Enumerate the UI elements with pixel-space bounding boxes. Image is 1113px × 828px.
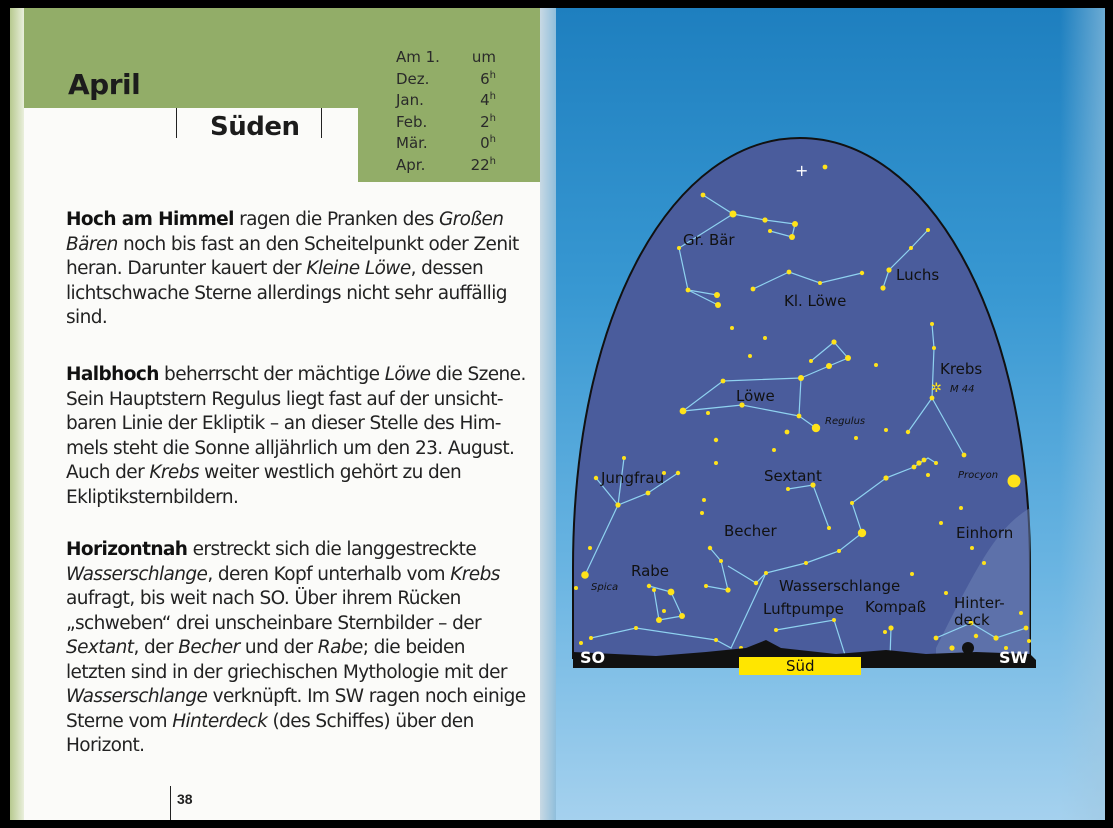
star <box>677 246 681 250</box>
star <box>730 326 734 330</box>
time-table-row <box>396 113 496 135</box>
star <box>912 465 917 470</box>
direction-title: Süden <box>210 112 300 142</box>
star <box>906 430 910 434</box>
emphasis-term: Kleine Löwe <box>306 258 411 279</box>
star <box>888 625 893 630</box>
star <box>922 458 927 463</box>
star <box>930 396 935 401</box>
star <box>932 346 936 350</box>
page-edge-right <box>1060 8 1105 820</box>
star <box>837 549 841 553</box>
paragraph-text: , dessen lichtschwache Sterne allerdings nicht sehr auffällig sind. <box>66 258 507 328</box>
star <box>850 501 854 505</box>
time-table-row <box>396 156 496 178</box>
time-table <box>396 48 496 177</box>
star <box>884 428 888 432</box>
time-table-hour: 6$^h$ <box>480 69 496 88</box>
star <box>763 336 767 340</box>
star <box>916 460 921 465</box>
label-rabe: Rabe <box>631 562 670 580</box>
star <box>949 645 954 650</box>
star <box>594 476 598 480</box>
emphasis-term: Hinterdeck <box>172 710 268 732</box>
time-table-header-month: Am 1. <box>396 48 440 66</box>
label-kl-loewe: Kl. Löwe <box>784 292 847 310</box>
emphasis-term: Wasserschlange <box>66 686 208 707</box>
star <box>754 581 758 585</box>
paragraph-text: ragen die Pranken des <box>233 209 439 230</box>
star <box>662 609 666 613</box>
star <box>883 630 887 634</box>
label-horizon-so: SO <box>580 648 606 667</box>
star <box>1019 611 1023 615</box>
label-horizon-sw: SW <box>999 648 1029 667</box>
star <box>797 414 802 419</box>
paragraph-text: , der <box>133 637 179 658</box>
label-spica: Spica <box>591 582 619 593</box>
star <box>926 228 930 232</box>
star <box>676 471 680 475</box>
star <box>588 546 592 550</box>
time-table-hour: 0$^h$ <box>480 134 496 152</box>
star <box>993 635 998 640</box>
star <box>939 521 943 525</box>
star <box>686 288 691 293</box>
time-table-row <box>396 134 496 156</box>
star <box>589 636 593 640</box>
paragraph-text: und der <box>239 637 318 658</box>
star <box>579 641 583 645</box>
label-gr-baer: Gr. Bär <box>683 231 735 249</box>
star <box>812 424 820 432</box>
star <box>786 487 790 491</box>
page-edge-strip <box>10 8 24 820</box>
star <box>823 165 828 170</box>
emphasis-term: Becher <box>178 637 240 658</box>
paragraph-horizon <box>66 538 526 759</box>
star <box>962 453 967 458</box>
star <box>804 561 808 565</box>
label-horizon-sud: Süd <box>786 657 815 675</box>
star <box>785 430 790 435</box>
star <box>886 267 891 272</box>
label-sextant: Sextant <box>764 467 822 485</box>
star <box>652 588 656 592</box>
emphasis-term: Großen Bären <box>66 209 504 255</box>
time-table-hour: 4$^h$ <box>480 91 496 109</box>
star <box>714 461 718 465</box>
time-table-rows <box>396 70 496 178</box>
paragraph-text: noch bis fast an den Scheitelpunkt oder Zenit heran. Darunter kauert der <box>66 233 519 279</box>
time-table-row <box>396 91 496 113</box>
star <box>832 618 836 622</box>
emphasis-term: Sextant <box>66 637 134 658</box>
label-hinterdeck-2: deck <box>954 611 990 629</box>
star <box>748 354 752 358</box>
star <box>772 448 776 452</box>
star <box>764 571 768 575</box>
label-hinterdeck-1: Hinter- <box>954 594 1005 612</box>
star <box>845 355 851 361</box>
paragraph-text: weiter westlich gehört zu den Ekliptiksternbildern. <box>66 462 462 508</box>
star <box>714 638 718 642</box>
star-map <box>556 8 1105 820</box>
m44-cluster-icon: ✲ <box>931 381 942 396</box>
star <box>944 591 948 595</box>
star <box>818 281 822 285</box>
star <box>634 626 638 630</box>
time-table-month: Mär. <box>396 134 428 152</box>
star <box>715 302 721 308</box>
paragraph-text: die Szene. Sein Hauptstern Regulus liegt fast auf der unsicht-baren Linie der Ekliptik – an dieser Stelle des Him-mels steht die Sonne alljährlich um den 23. August. Auch der <box>66 364 526 483</box>
time-table-month: Apr. <box>396 155 426 174</box>
paragraph-lead: Horizontnah <box>66 539 188 560</box>
time-table-month: Jan. <box>396 91 424 109</box>
star <box>647 584 651 588</box>
label-luchs: Luchs <box>896 266 940 284</box>
star <box>725 587 730 592</box>
star <box>656 617 662 623</box>
time-table-hour: 22$^h$ <box>470 155 496 174</box>
emphasis-term: Wasserschlange <box>66 563 208 585</box>
star <box>934 461 938 465</box>
star <box>982 561 986 565</box>
paragraph-text: (des Schiffes) über den Horizont. <box>66 710 474 756</box>
star <box>880 285 885 290</box>
star <box>974 634 978 638</box>
right-page <box>556 8 1105 820</box>
label-wasserschlange: Wasserschlange <box>779 577 901 595</box>
label-becher: Becher <box>724 522 777 540</box>
star <box>762 217 767 222</box>
star <box>970 546 974 550</box>
time-table-header-time: um <box>471 48 496 66</box>
star <box>874 363 878 367</box>
time-table-header <box>396 48 496 70</box>
star <box>702 498 706 502</box>
page-number: 38 <box>170 786 193 820</box>
label-procyon: Procyon <box>958 470 999 481</box>
star <box>708 546 712 550</box>
star <box>574 586 578 590</box>
label-loewe: Löwe <box>736 387 775 405</box>
star <box>679 613 685 619</box>
star <box>826 363 832 369</box>
left-page <box>10 8 545 820</box>
time-table-month: Feb. <box>396 112 428 131</box>
star <box>768 229 772 233</box>
zenith-marker-icon: + <box>795 161 809 180</box>
emphasis-term: Krebs <box>149 462 199 483</box>
star <box>827 526 831 530</box>
star <box>714 438 718 442</box>
emphasis-term: Krebs <box>450 563 500 585</box>
paragraph-text: , deren Kopf unterhalb vom <box>207 563 451 585</box>
emphasis-term: Löwe <box>384 364 431 385</box>
star <box>854 436 858 440</box>
star <box>930 322 934 326</box>
paragraph-text: ; die beiden letzten sind in der griechischen Mythologie mit der <box>66 637 507 683</box>
paragraph-text: erstreckt sich die langgestreckte <box>187 539 477 560</box>
star <box>706 411 710 415</box>
star <box>910 572 914 576</box>
star <box>704 584 708 588</box>
star <box>680 408 687 415</box>
star <box>934 636 939 641</box>
label-luftpumpe: Luftpumpe <box>763 600 844 618</box>
star <box>883 475 888 480</box>
star <box>959 506 963 510</box>
star <box>646 491 651 496</box>
time-table-row <box>396 70 496 92</box>
star <box>622 456 626 460</box>
label-krebs: Krebs <box>940 360 983 378</box>
paragraph-mid <box>66 363 526 510</box>
star <box>719 559 723 563</box>
star <box>701 193 706 198</box>
star <box>792 221 798 227</box>
star <box>721 379 726 384</box>
star <box>860 271 864 275</box>
star <box>1008 475 1021 488</box>
label-m44: M 44 <box>950 384 975 395</box>
paragraph-text: aufragt, bis weit nach SO. Über ihrem Rücken „schweben“ drei unscheinbare Sternbilder – der <box>66 588 482 634</box>
paragraph-text: beherrscht der mächtige <box>158 364 385 385</box>
star <box>926 473 930 477</box>
star <box>774 628 778 632</box>
star <box>787 270 792 275</box>
label-kompass: Kompaß <box>865 598 927 616</box>
emphasis-term: Rabe <box>317 637 363 658</box>
horizon-tree-trunk <box>966 648 969 658</box>
paragraph-high <box>66 208 526 331</box>
paragraph-text: verknüpft. Im SW ragen noch einige Sterne vom <box>66 686 526 732</box>
star <box>831 339 836 344</box>
star <box>1027 639 1031 643</box>
star <box>789 234 795 240</box>
paragraph-lead: Halbhoch <box>66 364 159 385</box>
label-jungfrau: Jungfrau <box>601 469 665 487</box>
star <box>1024 626 1029 631</box>
month-title: April <box>68 68 141 101</box>
star <box>700 511 704 515</box>
star <box>730 211 737 218</box>
time-table-month: Dez. <box>396 69 430 88</box>
star <box>668 589 675 596</box>
star <box>858 529 866 537</box>
star <box>798 375 804 381</box>
star <box>714 292 720 298</box>
star <box>809 359 813 363</box>
star <box>751 287 756 292</box>
star <box>615 502 620 507</box>
label-regulus: Regulus <box>825 416 866 427</box>
label-einhorn: Einhorn <box>956 524 1014 542</box>
paragraph-lead: Hoch am Himmel <box>66 209 234 230</box>
star <box>581 571 589 579</box>
star <box>909 246 913 250</box>
time-table-hour: 2$^h$ <box>480 112 496 131</box>
